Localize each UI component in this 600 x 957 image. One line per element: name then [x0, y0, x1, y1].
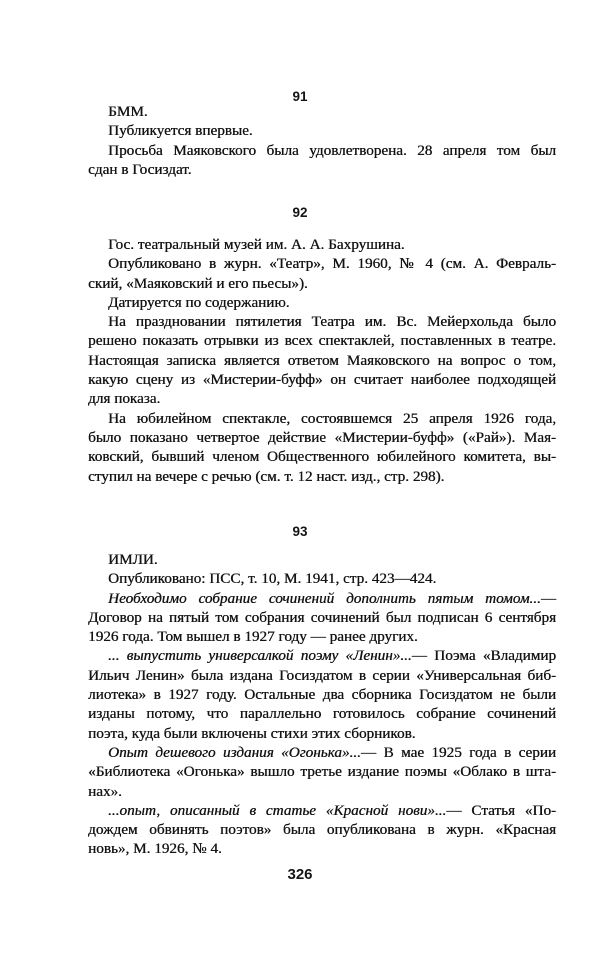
text-line: [88, 428, 556, 447]
text-line: [88, 351, 556, 370]
text-line: [88, 839, 556, 858]
text-segment: ский, «Маяковский и его пьесы»).: [88, 274, 308, 292]
text-segment: Опубликовано: ПСС, т. 10, М. 1941, стр. 423—424.: [108, 570, 437, 588]
text-segment: ступил на вечере с речью (см. т. 12 наст. изд., стр. 298).: [88, 467, 445, 485]
text-line: [88, 467, 556, 486]
text-line: [88, 331, 556, 350]
note-number-91: 91: [292, 89, 308, 104]
text-segment: изданы потому, что параллельно готовилось собрание сочинений: [88, 705, 556, 723]
text-line: [88, 762, 556, 781]
text-line: [88, 608, 556, 627]
text-line: [88, 589, 556, 608]
text-segment: Публикуется впервые.: [108, 122, 253, 140]
text-segment: — Статья «По-: [446, 801, 556, 819]
quoted-phrase: ... выпустить универсалкой поэму «Ленин»...: [108, 647, 412, 665]
text-line: [88, 141, 556, 160]
text-segment: дождем обвинять поэтов» была опубликована в журн. «Красная: [88, 821, 556, 839]
text-segment: было показано четвертое действие «Мистерии-буфф» («Рай»). Мая-: [88, 428, 556, 446]
text-line: [88, 685, 556, 704]
quoted-phrase: Опыт дешевого издания «Огонька»...: [108, 743, 361, 761]
text-line: [88, 704, 556, 723]
text-line: [88, 312, 556, 331]
text-line: [88, 389, 556, 408]
text-segment: Просьба Маяковского была удовлетворена. 28 апреля том был: [108, 141, 556, 159]
quoted-phrase: ...опыт, описанный в статье «Красной нови»...: [108, 801, 447, 819]
text-segment: —: [540, 589, 556, 607]
text-line: [88, 550, 556, 569]
text-line: [88, 666, 556, 685]
text-line: [88, 646, 556, 665]
text-segment: сдан в Госиздат.: [88, 160, 192, 178]
note-number-93: 93: [292, 524, 308, 539]
text-line: [88, 409, 556, 428]
text-line: [88, 293, 556, 312]
text-segment: решено показать отрывки из всех спектаклей, поставленных в театре.: [88, 332, 556, 350]
text-line: [88, 447, 556, 466]
text-segment: для показа.: [88, 390, 161, 408]
text-segment: какую сцену из «Мистерии-буфф» он считает наиболее подходящей: [88, 371, 556, 389]
text-segment: Датируется по содержанию.: [108, 293, 290, 311]
text-segment: Гос. театральный музей им. А. А. Бахрушина.: [108, 236, 405, 253]
text-line: [88, 235, 556, 254]
text-line: [88, 274, 556, 293]
text-segment: Настоящая записка является ответом Маяковского на вопрос о том,: [88, 351, 556, 369]
text-line: [88, 627, 556, 646]
text-line: [88, 102, 556, 121]
text-segment: поэта, куда были включены стихи этих сборников.: [88, 724, 416, 742]
text-segment: — В мае 1925 года в серии: [360, 743, 557, 761]
text-segment: новь», М. 1926, № 4.: [88, 840, 222, 858]
text-line: [88, 801, 556, 820]
text-line: [88, 121, 556, 140]
text-segment: ИМЛИ.: [108, 551, 158, 568]
text-line: [88, 254, 556, 273]
quoted-phrase: Необходимо собрание сочинений дополнить пятым томом...: [108, 589, 541, 607]
text-segment: На праздновании пятилетия Театра им. Вс. Мейерхольда было: [108, 313, 556, 331]
text-line: [88, 160, 556, 179]
text-segment: 1926 года. Том вышел в 1927 году — ранее других.: [88, 628, 418, 646]
text-segment: лиотека» в 1927 году. Остальные два сборника Госиздатом не были: [88, 686, 556, 704]
note-91-body: [88, 102, 556, 179]
note-number-92: 92: [292, 205, 308, 220]
text-segment: БММ.: [108, 103, 148, 120]
note-93-body: [88, 550, 556, 859]
text-line: [88, 724, 556, 743]
text-segment: — Поэма «Владимир: [411, 647, 556, 665]
text-segment: нах».: [88, 782, 122, 800]
text-line: [88, 370, 556, 389]
text-segment: Договор на пятый том собрания сочинений был подписан 6 сентября: [88, 608, 556, 626]
text-segment: Опубликовано в журн. «Театр», М. 1960, № 4 (см. А. Февраль-: [108, 255, 556, 273]
page-number: 326: [287, 866, 313, 883]
note-92-body: [88, 235, 556, 486]
text-line: [88, 569, 556, 588]
text-segment: Ильич Ленин» была издана Госиздатом в серии «Универсальная биб-: [88, 666, 556, 684]
text-segment: ковский, бывший членом Общественного юбилейного комитета, вы-: [88, 448, 556, 466]
text-segment: На юбилейном спектакле, состоявшемся 25 апреля 1926 года,: [108, 409, 556, 427]
text-line: [88, 743, 556, 762]
text-line: [88, 820, 556, 839]
text-segment: «Библиотека «Огонька» вышло третье издание поэмы «Облако в шта-: [88, 763, 556, 781]
text-line: [88, 782, 556, 801]
